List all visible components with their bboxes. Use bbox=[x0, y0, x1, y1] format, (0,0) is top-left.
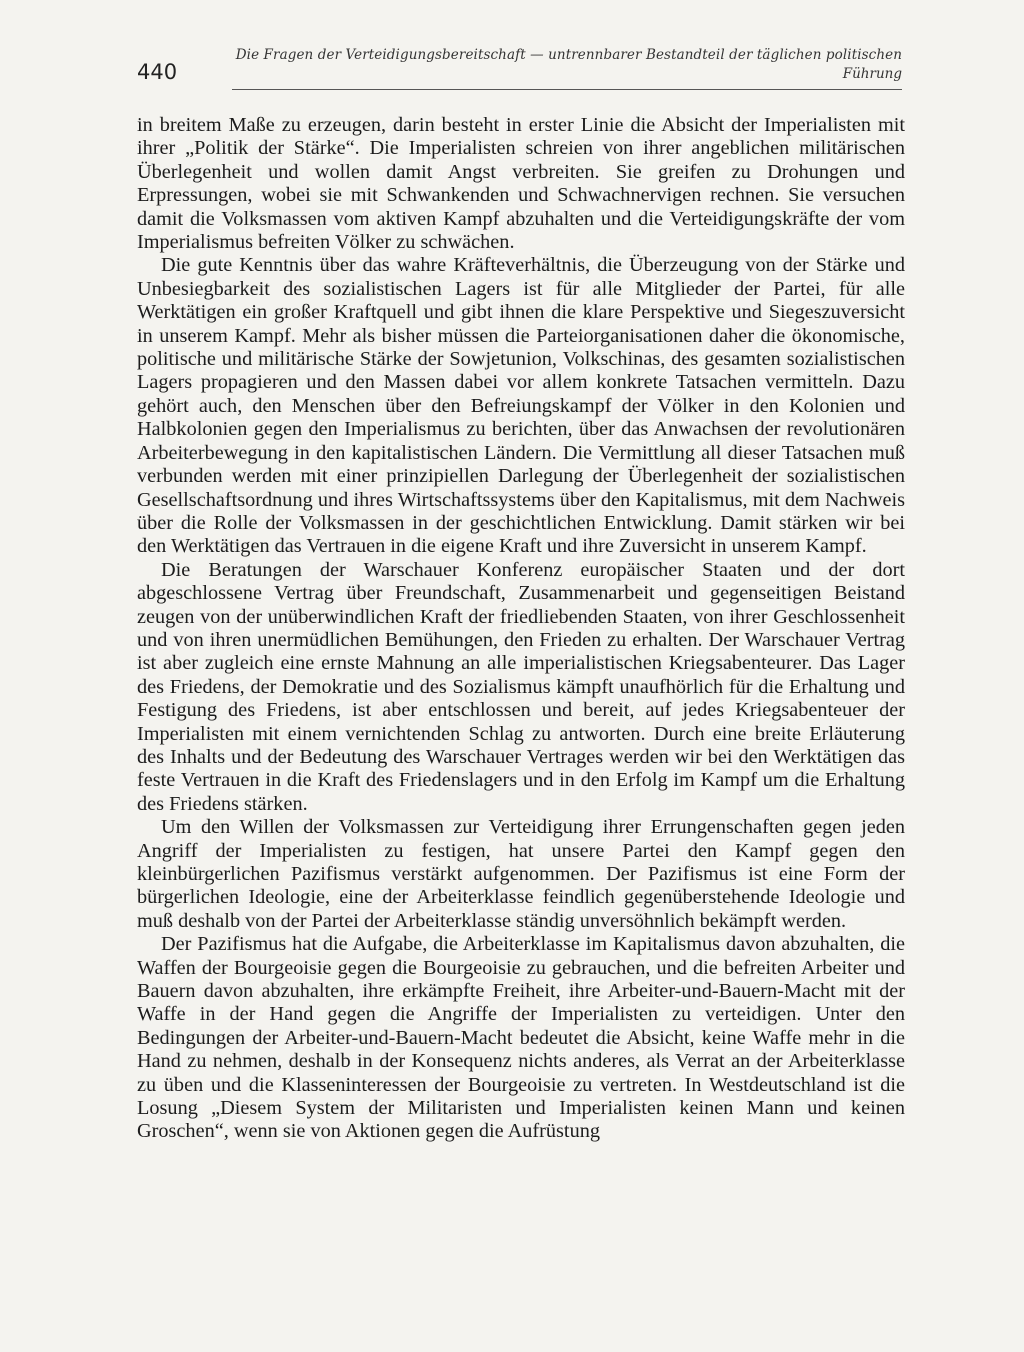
paragraph-5: Der Pazifismus hat die Aufgabe, die Arbeiterklasse im Kapitalismus davon abzuhalten, die Waffen der Bourgeoisie gegen die Bourgeoisie zu gebrauchen, und die befreiten Arbeiter und Bauern davon abzuhalten, ihre erkämpfte Freiheit, ihre Arbeiter-und-Bauern-Macht mit der Waffe in der Hand gegen die Angriffe der Imperialisten zu verteidigen. Unter den Bedingungen der Arbeiter-und-Bauern-Macht bedeutet die Absicht, keine Waffe mehr in die Hand zu nehmen, deshalb in der Konsequenz nichts anderes, als Verrat an der Arbeiterklasse zu üben und die Klasseninteressen der Bourgeoisie zu vertreten. In Westdeutschland ist die Losung „Diesem System der Militaristen und Imperialisten keinen Mann und keinen Groschen“, wenn sie von Aktionen gegen die Aufrüstung bbox=[137, 933, 905, 1143]
paragraph-2: Die gute Kenntnis über das wahre Kräfteverhältnis, die Überzeugung von der Stärke und Unbesiegbarkeit des sozialistischen Lagers ist für alle Mitglieder der Partei, für alle Werktätigen ein großer Kraftquell und gibt ihnen die klare Perspektive und Siegeszuversicht in unserem Kampf. Mehr als bisher müssen die Parteiorganisationen daher die ökonomische, politische und militärische Stärke der Sowjetunion, Volkschinas, des gesamten sozialistischen Lagers propagieren und den Massen dabei vor allem konkrete Tatsachen vermitteln. Dazu gehört auch, den Menschen über den Befreiungskampf der Völker in den Kolonien und Halbkolonien gegen den Imperialismus zu berichten, über das Anwachsen der revolutionären Arbeiterbewegung in den kapitalistischen Ländern. Die Vermittlung all dieser Tatsachen muß verbunden werden mit einer prinzipiellen Darlegung der Überlegenheit der sozialistischen Gesellschaftsordnung und ihres Wirtschaftssystems über den Kapitalismus, mit dem Nachweis über die Rolle der Volksmassen in der geschichtlichen Entwicklung. Damit stärken wir bei den Werktätigen das Vertrauen in die eigene Kraft und ihre Zuversicht in unserem Kampf. bbox=[137, 254, 905, 558]
body-text bbox=[137, 114, 905, 1144]
page-number: 440 bbox=[137, 60, 178, 84]
paragraph-4: Um den Willen der Volksmassen zur Verteidigung ihrer Errungenschaften gegen jeden Angriff der Imperialisten zu festigen, hat unsere Partei den Kampf gegen den kleinbürgerlichen Pazifismus verstärkt aufgenommen. Der Pazifismus ist eine Form der bürgerlichen Ideologie, eine der Arbeiterklasse feindlich gegenüberstehende Ideologie und muß deshalb von der Partei der Arbeiterklasse ständig unversöhnlich bekämpft werden. bbox=[137, 816, 905, 932]
paragraph-3: Die Beratungen der Warschauer Konferenz europäischer Staaten und der dort abgeschlossene Vertrag über Freundschaft, Zusammenarbeit und gegenseitigen Beistand zeugen von der unüberwindlichen Kraft der friedliebenden Staaten, von ihrer Geschlossenheit und von ihren unermüdlichen Bemühungen, den Frieden zu erhalten. Der Warschauer Vertrag ist aber zugleich eine ernste Mahnung an alle imperialistischen Kriegsabenteurer. Das Lager des Friedens, der Demokratie und des Sozialismus kämpft unaufhörlich für die Erhaltung und Festigung des Friedens, ist aber entschlossen und bereit, auf jedes Kriegsabenteuer der Imperialisten mit einem vernichtenden Schlag zu antworten. Durch eine breite Erläuterung des Inhalts und der Bedeutung des Warschauer Vertrages werden wir bei den Werktätigen das feste Vertrauen in die Kraft des Friedenslagers und in den Erfolg im Kampf um die Erhaltung des Friedens stärken. bbox=[137, 558, 905, 815]
header-rule bbox=[232, 89, 902, 90]
paragraph-1: in breitem Maße zu erzeugen, darin besteht in erster Linie die Absicht der Imperialisten mit ihrer „Politik der Stärke“. Die Imperialisten schreien von ihrer angeblichen militärischen Überlegenheit und wollen damit Angst verbreiten. Sie greifen zu Drohungen und Erpressungen, wobei sie mit Schwankenden und Schwachnervigen rechnen. Sie versuchen damit die Volksmassen vom aktiven Kampf abzuhalten und die Verteidigungskräfte der vom Imperialismus befreiten Völker zu schwächen. bbox=[137, 114, 905, 254]
running-head-line-2: Führung bbox=[842, 66, 902, 82]
running-head-line-1: Die Fragen der Verteidigungsbereitschaft — untrennbarer Bestandteil der täglichen politischen bbox=[235, 47, 902, 63]
running-head bbox=[232, 46, 902, 84]
